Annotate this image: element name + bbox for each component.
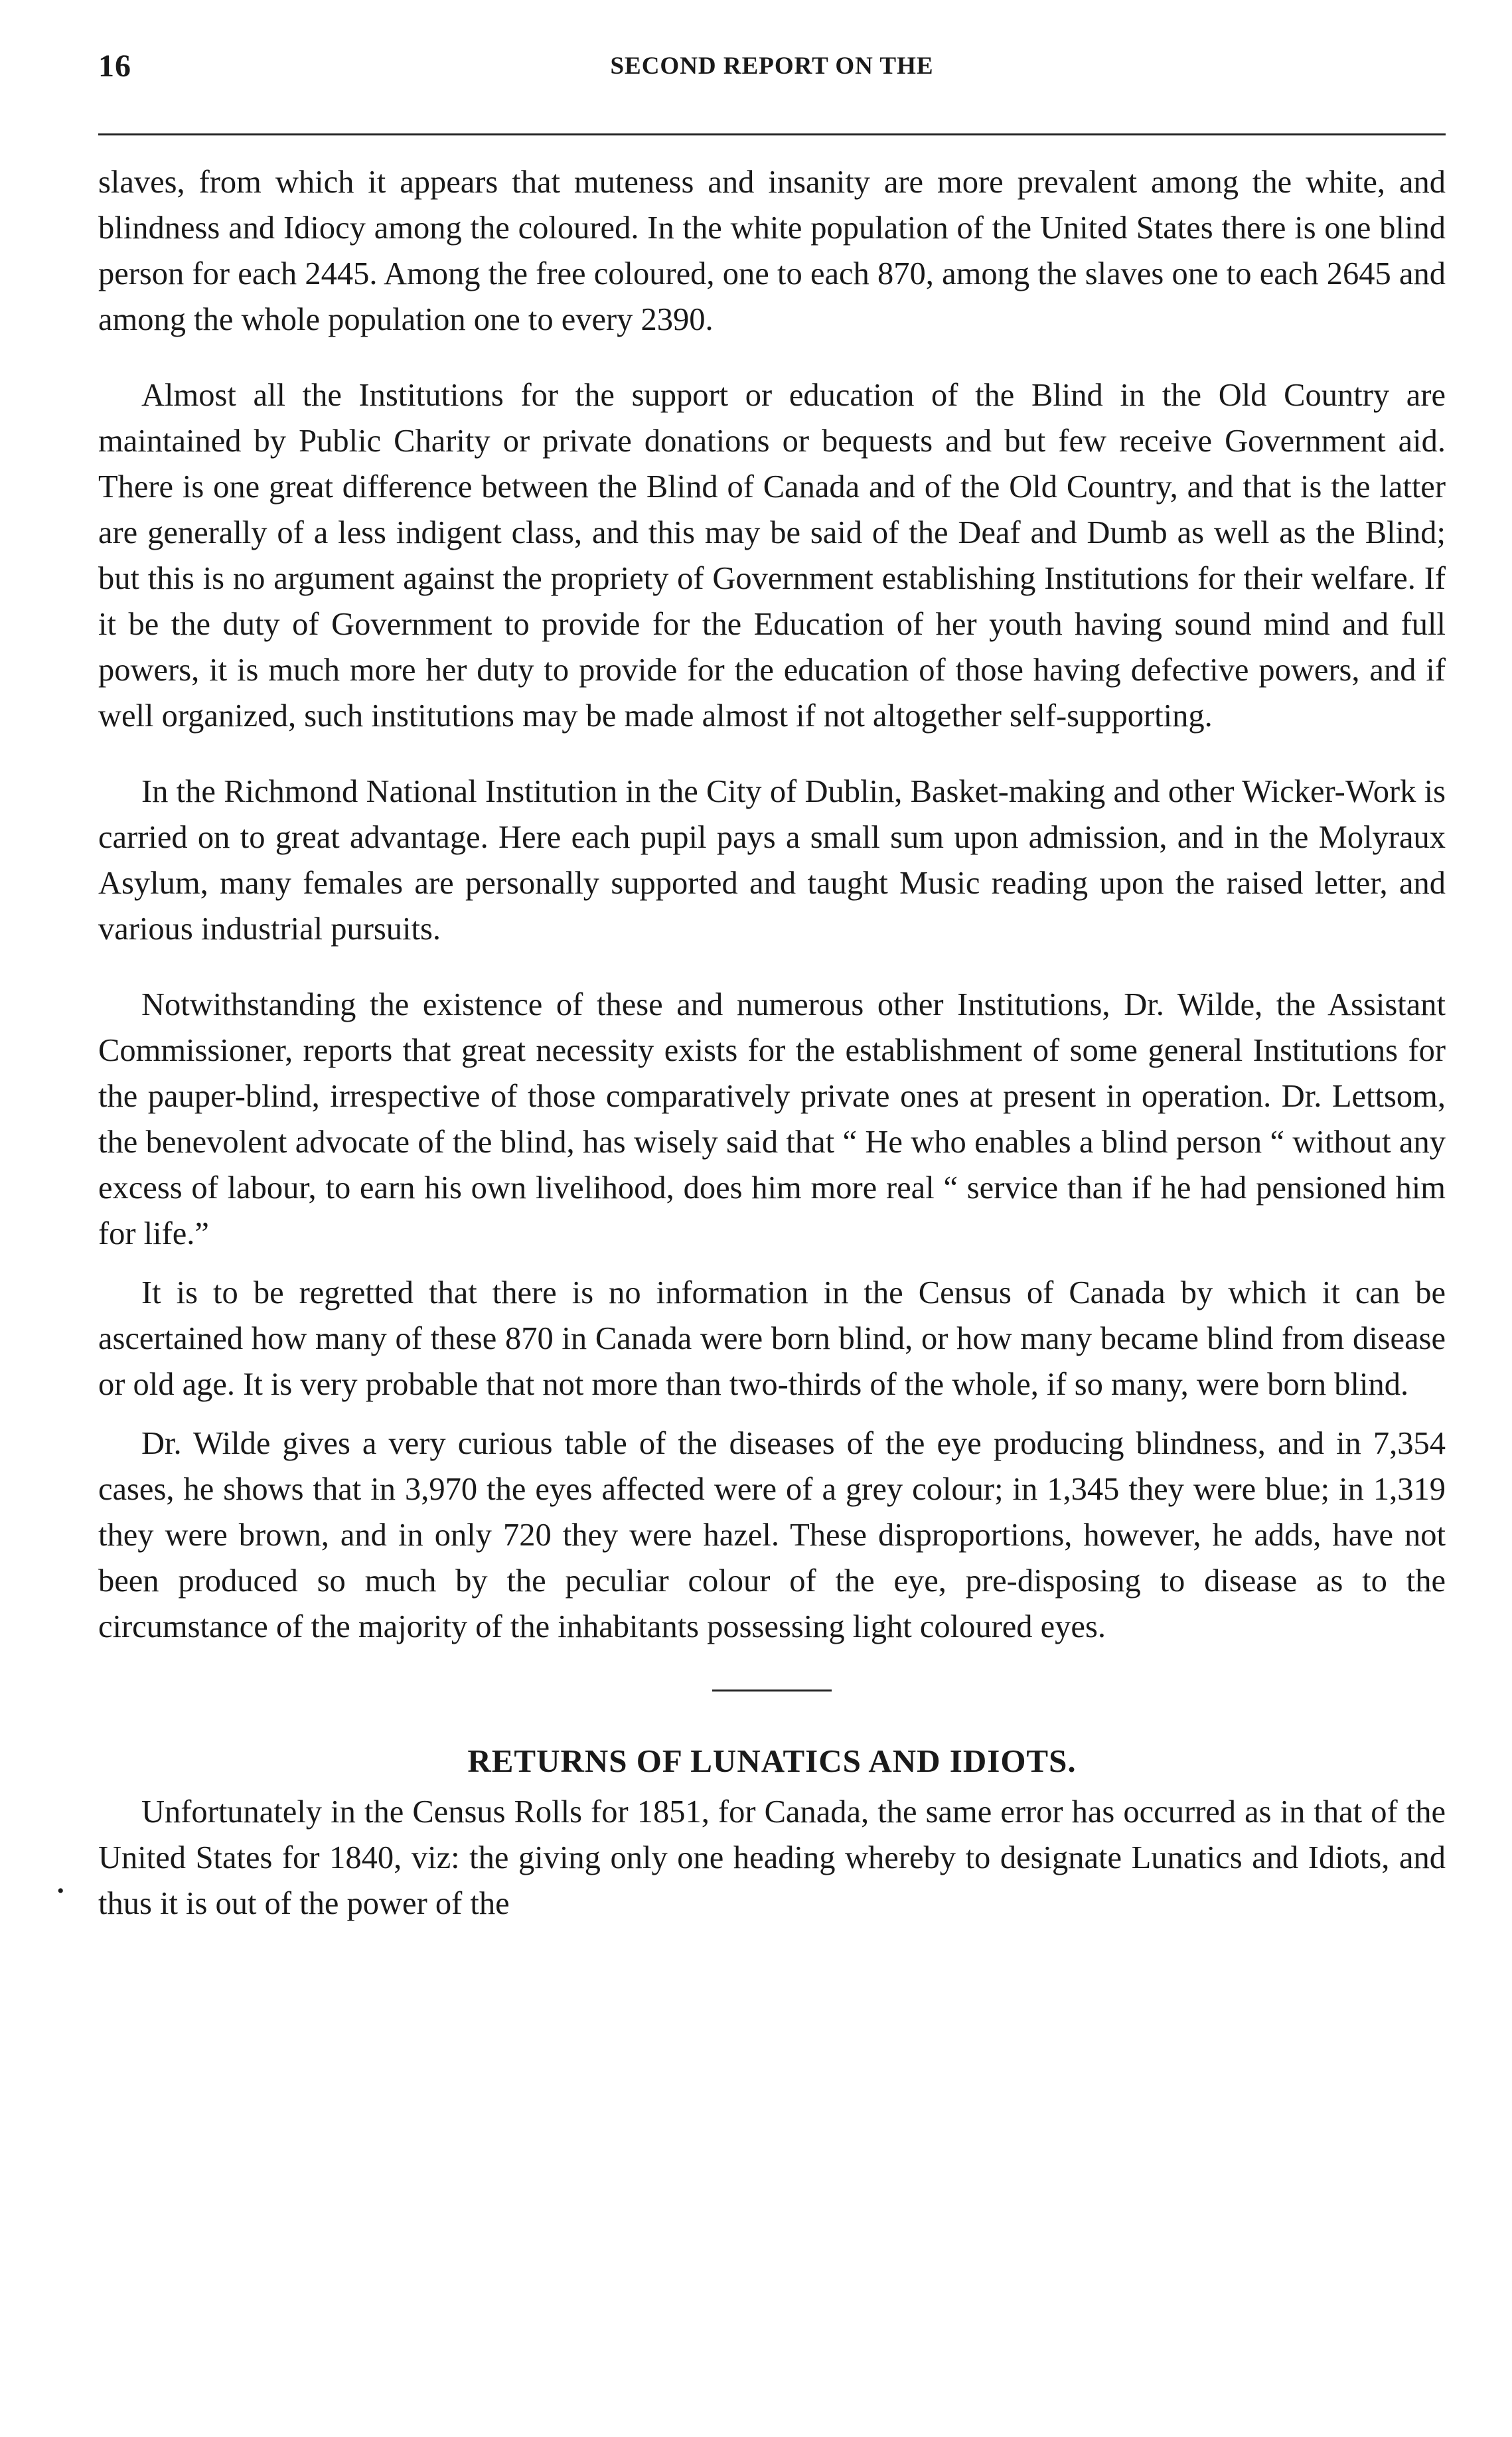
paragraph-lunatics: Unfortunately in the Census Rolls for 1851, for Canada, the same error has occurred as in that of the United States for 1840, viz: the giving only one heading whereby to designate Lunatics and Idiots, and thus it is out of the power of the — [98, 1794, 1446, 1921]
paragraph-notwithstanding: Notwithstanding the existence of these and numerous other Institutions, Dr. Wilde, the Assistant Commissioner, reports that great necessity exists for the establishment of some general Institutions for the pauper-blind, irrespective of those comparatively private ones at present in operation. Dr. Lettsom, the benevolent advocate of the blind, has wisely said that “ He who enables a blind person “ without any excess of labour, to earn his own livelihood, does him more real “ service than if he had pensioned him for life.” — [98, 987, 1446, 1251]
paragraph-wilde-table: Dr. Wilde gives a very curious table of the diseases of the eye producing blindness, and in 7,354 cases, he shows that in 3,970 the eyes affected were of a grey colour; in 1,345 they were blue; in 1,319 they were brown, and in only 720 they were hazel. These disproportions, however, he adds, have not been produced so much by the peculiar colour of the eye, pre-disposing to disease as to the circumstance of the majority of the inhabitants possessing light coloured eyes. — [98, 1426, 1446, 1644]
paragraph-institutions: Almost all the Institutions for the support or education of the Blind in the Old Country are maintained by Public Charity or private donations or bequests and but few receive Government aid. There is one great difference between the Blind of Canada and of the Old Country, and that is the latter are generally of a less indigent class, and this may be said of the Deaf and Dumb as well as the Blind; but this is no argument against the propriety of Government establishing Institutions for their welfare. If it be the duty of Government to provide for the Education of her youth having sound mind and full powers, it is much more her duty to provide for the education of those having defective powers, and if well organized, such institutions may be made almost if not altogether self-supporting. — [98, 378, 1446, 734]
header-rule — [98, 133, 1446, 135]
margin-mark: • — [57, 1880, 64, 1902]
running-head: SECOND REPORT ON THE — [610, 52, 934, 80]
paragraph-regretted: It is to be regretted that there is no information in the Census of Canada by which it can be ascertained how many of these 870 in Canada were born blind, or how many became blind from disease or old age. It is very probable that not more than two-thirds of the whole, if so many, were born blind. — [98, 1275, 1446, 1402]
paragraph-continued: slaves, from which it appears that muteness and insanity are more prevalent among the white, and blindness and Idiocy among the coloured. In the white population of the United States there is one blind person for each 2445. Among the free coloured, one to each 870, among the slaves one to each 2645 and among the whole population one to every 2390. — [98, 165, 1446, 337]
body-text — [98, 159, 1446, 1926]
paragraph-richmond: In the Richmond National Institution in the City of Dublin, Basket-making and other Wicker-Work is carried on to great advantage. Here each pupil pays a small sum upon admission, and in the Molyraux Asylum, many females are personally supported and taught Music reading upon the raised letter, and various industrial pursuits. — [98, 774, 1446, 947]
page-number: 16 — [98, 48, 131, 84]
section-divider — [712, 1690, 832, 1691]
section-heading: RETURNS OF LUNATICS AND IDIOTS. — [467, 1743, 1077, 1779]
page-header — [98, 48, 1446, 88]
